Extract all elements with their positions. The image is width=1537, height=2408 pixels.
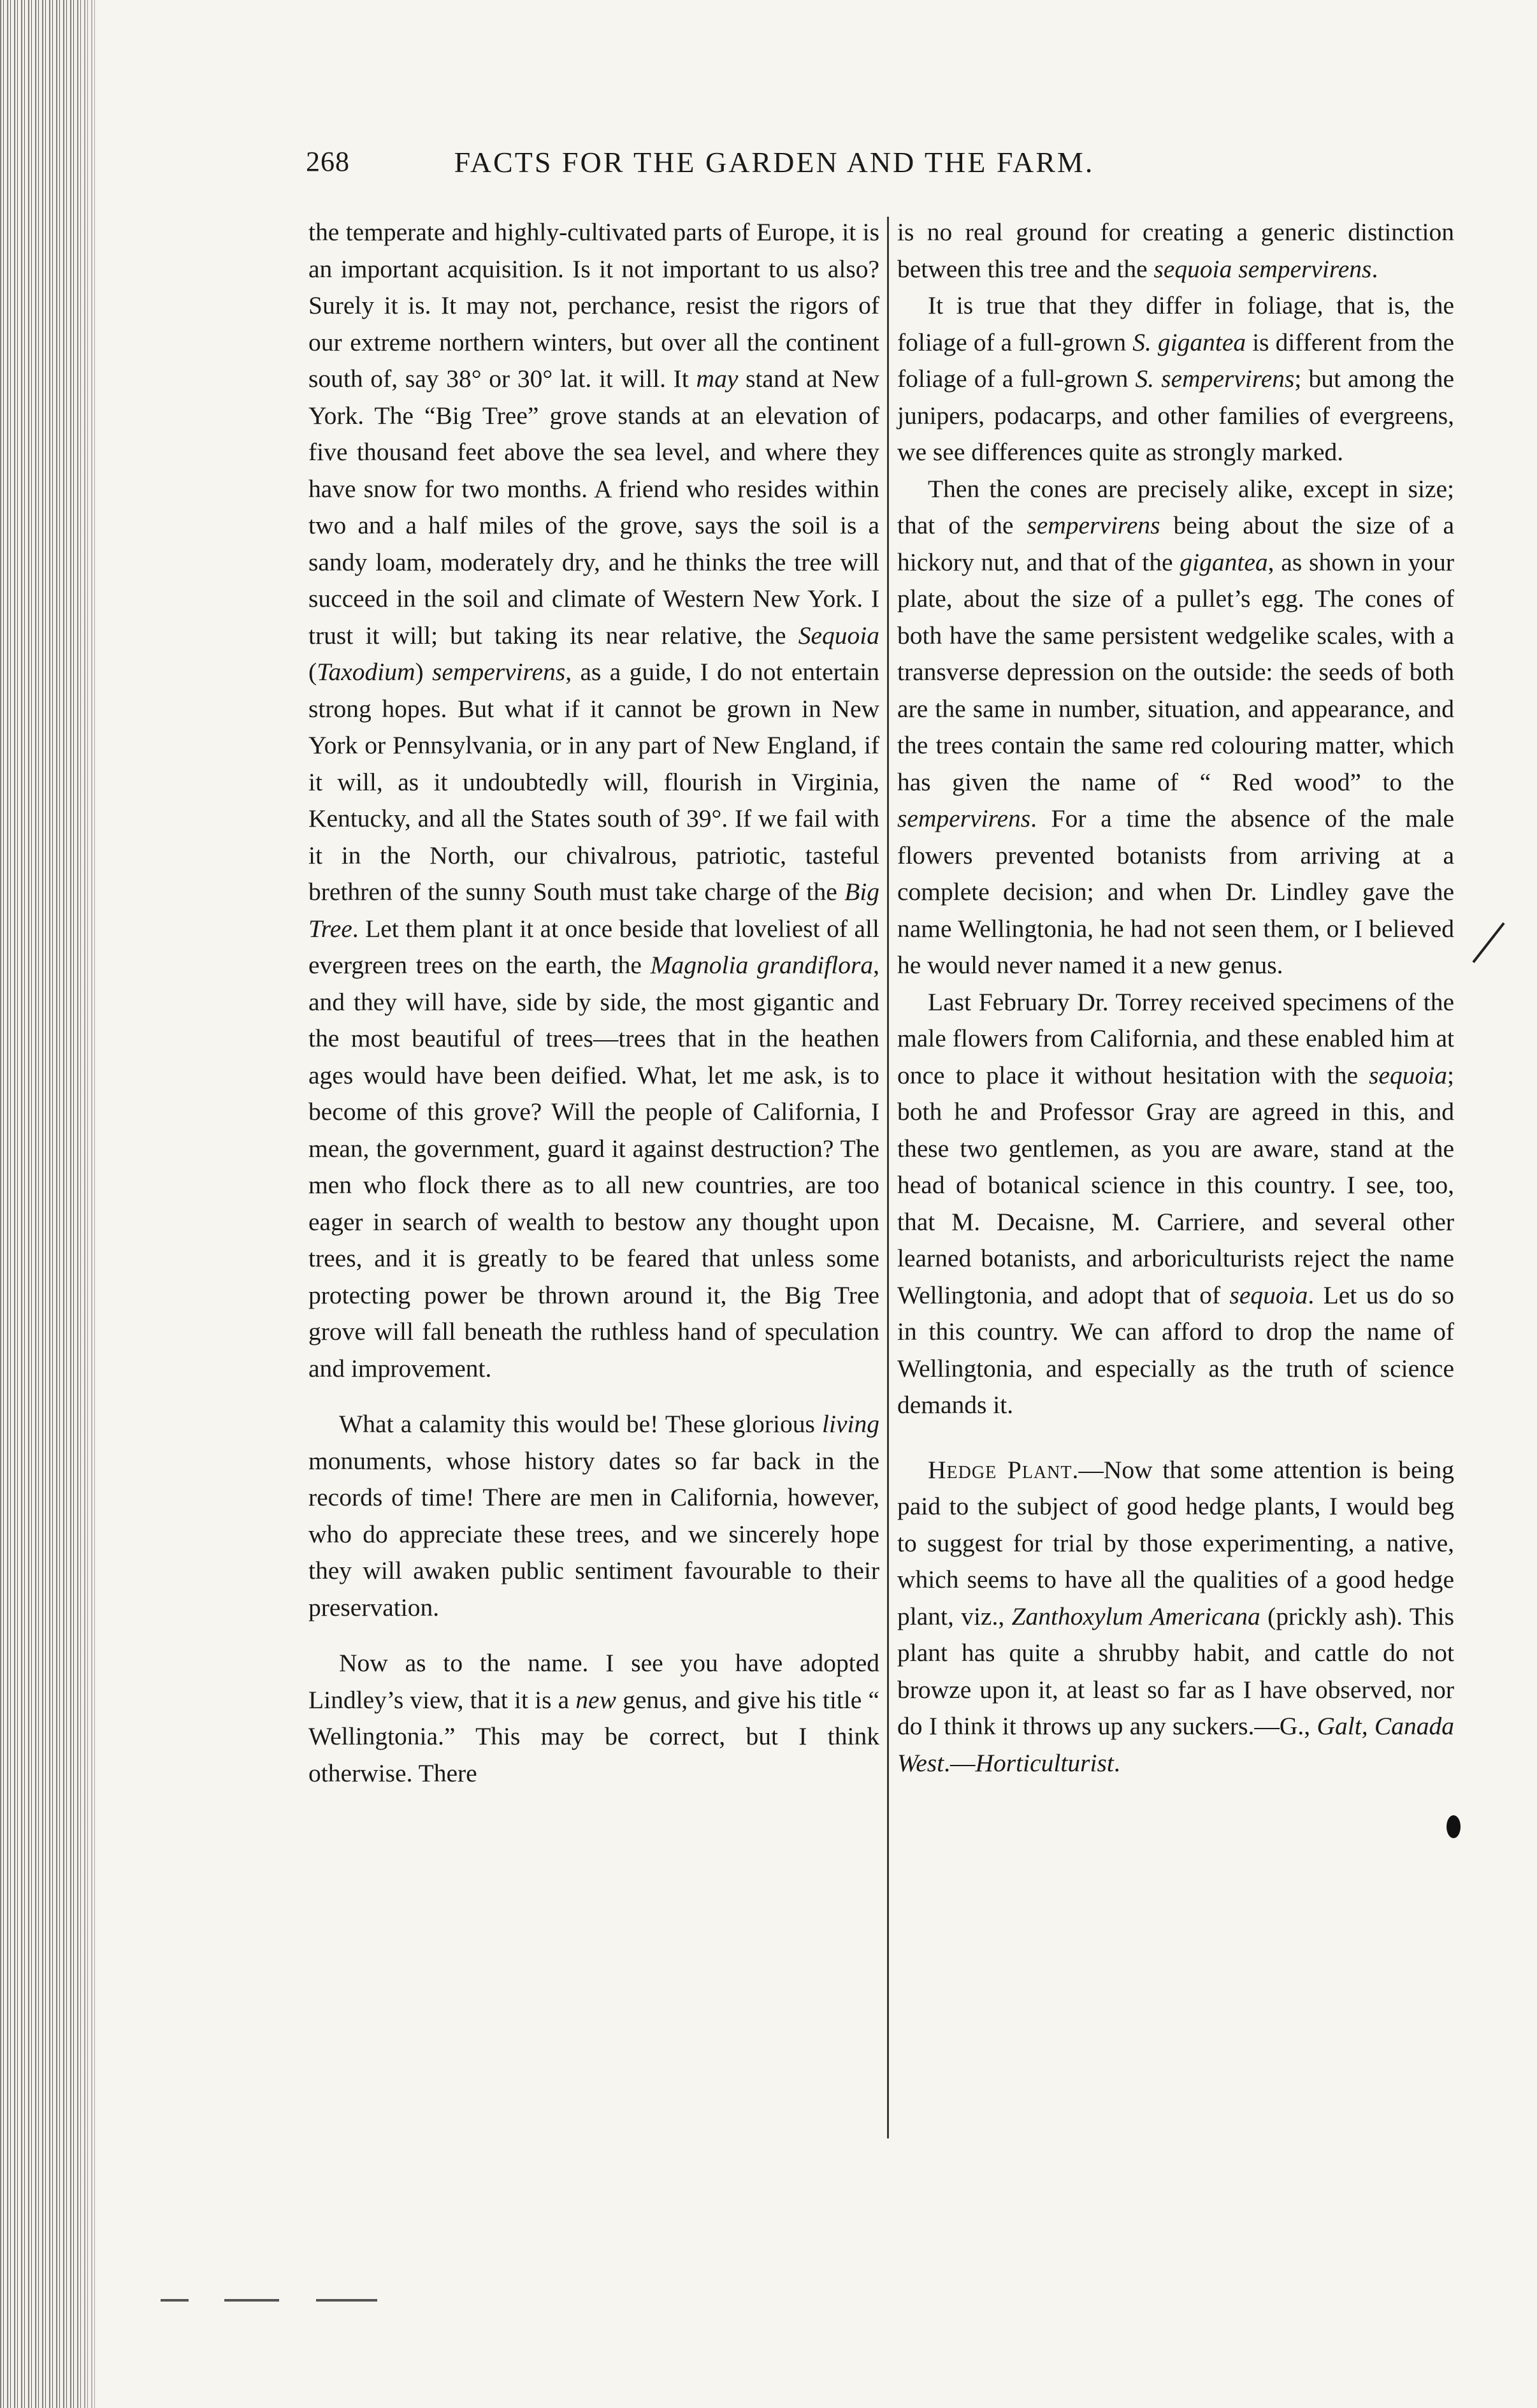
scan-artifact-dash: [161, 2299, 189, 2302]
margin-pencil-mark: [1472, 922, 1505, 963]
paragraph: is no real ground for creating a generic distinction between this tree and the sequoia sempervirens.: [897, 218, 1454, 283]
paragraph: the temperate and highly-cultivated parts of Europe, it is an important acquisition. Is it not important to us also? Surely it is. It may not, perchance, resist the rigors of our extreme northern winters, but over all the continent south of, say 38° or 30° lat. it will. It may stand at New York. The “Big Tree” grove stands at an elevation of five thousand feet above the sea level, and where they have snow for two months. A friend who resides within two and a half miles of the grove, says the soil is a sandy loam, moderately dry, and he thinks the tree will succeed in the soil and climate of Western New York. I trust it will; but taking its near relative, the Sequoia (Taxodium) sempervirens, as a guide, I do not entertain strong hopes. But what if it cannot be grown in New York or Pennsylvania, or in any part of New England, if it will, as it undoubtedly will, flourish in Virginia, Kentucky, and all the States south of 39°. If we fail with it in the North, our chivalrous, patriotic, tasteful brethren of the sunny South must take charge of the Big Tree. Let them plant it at once beside that loveliest of all evergreen trees on the earth, the Magnolia grandiflora, and they will have, side by side, the most gigantic and the most beautiful of trees—trees that in the heathen ages would have been deified. What, let me ask, is to become of this grove? Will the people of California, I mean, the government, guard it against destruction? The men who flock there as to all new countries, are too eager in search of wealth to bestow any thought upon trees, and it is greatly to be feared that unless some protecting power be thrown around it, the Big Tree grove will fall beneath the ruthless hand of speculation and improvement.: [308, 218, 880, 1382]
paragraph: Now as to the name. I see you have adopted Lindley’s view, that it is a new genus, and give his title “ Wellingtonia.” This may be correct, but I think otherwise. There: [308, 1649, 879, 1787]
running-title: FACTS FOR THE GARDEN AND THE FARM.: [454, 146, 1095, 178]
binding-shadow: [75, 0, 113, 2408]
page-header: [306, 145, 1243, 196]
paragraph: It is true that they differ in foliage, that is, the foliage of a full-grown S. gigantea is different from the foliage of a full-grown S. sempervirens; but among the junipers, podacarps, and other families of evergreens, we see differences quite as strongly marked.: [897, 291, 1454, 466]
section-heading: Hedge Plant: [928, 1455, 1072, 1484]
hedge-plant-paragraph: Hedge Plant.—Now that some attention is being paid to the subject of good hedge plants, I would beg to suggest for trial by those experimenting, a native, which seems to have all the qualities of a good hedge plant, viz., Zanthoxylum Americana (prickly ash). This plant has quite a shrubby habit, and cattle do not browze upon it, at least so far as I have observed, nor do I think it throws up any suckers.—G., Galt, Canada West.—Horticulturist.: [897, 1455, 1454, 1777]
paragraph: What a calamity this would be! These glorious living monuments, whose history dates so far back in the records of time! There are men in California, however, who do appreciate these trees, and we sincerely hope they will awaken public sentiment favourable to their preservation.: [308, 1410, 879, 1621]
page-number: 268: [306, 146, 350, 177]
ink-blot: [1447, 1815, 1461, 1838]
column-divider: [887, 217, 889, 2138]
paragraph: Last February Dr. Torrey received specimens of the male flowers from California, and these enabled him at once to place it without hesitation with the sequoia; both he and Professor Gray are agreed in this, and these two gentlemen, as you are aware, stand at the head of botanical science in this country. I see, too, that M. Decaisne, M. Carriere, and several other learned botanists, and arboriculturists reject the name Wellingtonia, and adopt that of sequoia. Let us do so in this country. We can afford to drop the name of Wellingtonia, and especially as the truth of science demands it.: [897, 987, 1454, 1419]
scan-artifact-dash: [316, 2299, 377, 2302]
right-column: [897, 214, 1454, 1781]
scan-artifact-dash: [224, 2299, 279, 2302]
paragraph: Then the cones are precisely alike, except in size; that of the sempervirens being about the size of a hickory nut, and that of the gigantea, as shown in your plate, about the size of a pullet’s egg. The cones of both have the same persistent wedgelike scales, with a transverse depression on the outside: the seeds of both are the same in number, situation, and appearance, and the trees contain the same red colouring matter, which has given the name of “ Red wood” to the sempervirens. For a time the absence of the male flowers prevented botanists from arriving at a complete decision; and when Dr. Lindley gave the name Wellingtonia, he had not seen them, or I believed he would never named it a new genus.: [897, 474, 1455, 979]
left-column: [308, 214, 879, 1792]
